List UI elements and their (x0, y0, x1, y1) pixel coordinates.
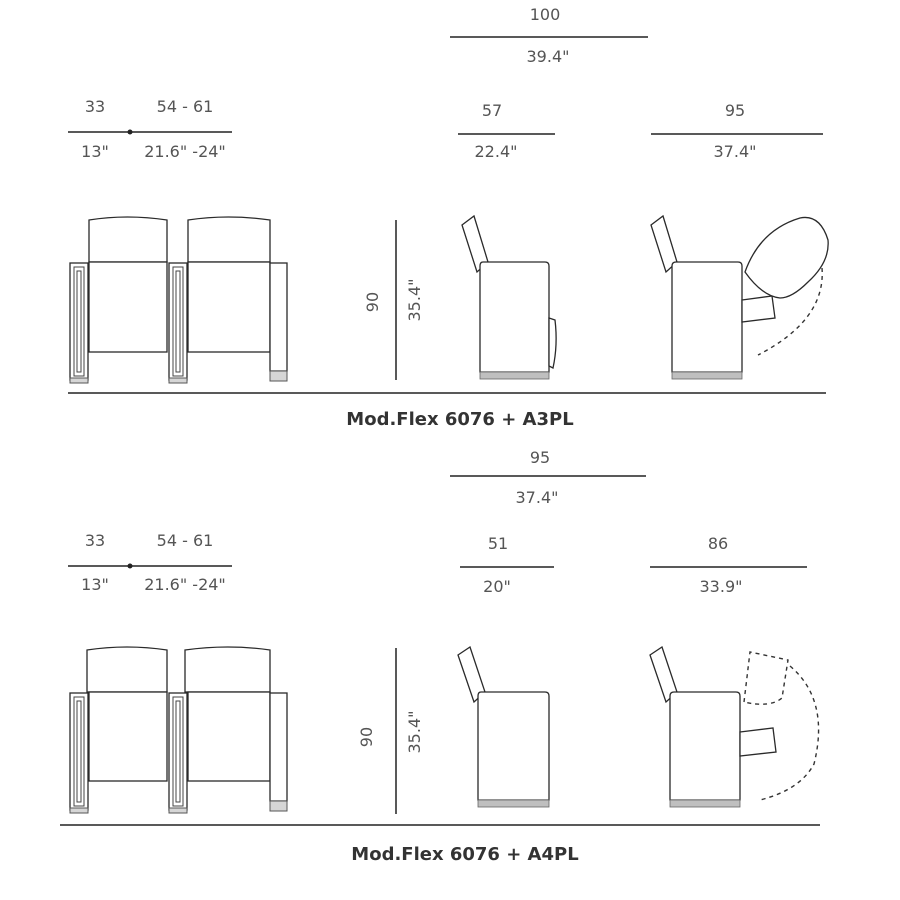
section-a3pl (68, 5, 828, 430)
tablet-open (745, 217, 828, 298)
armrest-middle (169, 693, 187, 810)
overall-width-cm: 95 (529, 448, 551, 467)
armrest-left (70, 693, 88, 810)
folded-tablet (549, 318, 556, 368)
dimension-dot (128, 564, 133, 569)
tablet-arm (742, 296, 775, 322)
depth-open-cm: 95 (724, 101, 746, 120)
depth-open-in: 33.9" (699, 577, 743, 596)
seat-back-2 (185, 647, 270, 692)
base (480, 372, 549, 379)
side-view-open (650, 647, 819, 807)
seat-cushion-1 (89, 262, 167, 352)
front-view (70, 217, 287, 383)
side-view-open (651, 216, 828, 379)
height-in: 35.4" (405, 710, 424, 754)
arm-width-in: 13" (81, 575, 109, 594)
side-view-closed (458, 647, 549, 807)
base (670, 800, 740, 807)
depth-open-in: 37.4" (713, 142, 757, 161)
overall-width-in: 39.4" (526, 47, 570, 66)
seat-width-cm: 54 - 61 (156, 97, 214, 116)
depth-open-cm: 86 (707, 534, 729, 553)
height-cm: 90 (357, 726, 376, 748)
seat-width-in: 21.6" -24" (144, 575, 226, 594)
front-view (70, 647, 287, 813)
tablet-ghost (744, 652, 788, 704)
caption: Mod.Flex 6076 + A3PL (346, 409, 574, 430)
seat-cushion-2 (188, 692, 270, 781)
seat-body (670, 692, 740, 800)
depth-closed-cm: 51 (487, 534, 509, 553)
side-view-closed (462, 216, 556, 379)
height-in: 35.4" (405, 278, 424, 322)
depth-closed-in: 22.4" (474, 142, 518, 161)
armrest-right (270, 693, 287, 801)
seat-back-1 (87, 647, 167, 692)
base (672, 372, 742, 379)
overall-width-in: 37.4" (515, 488, 559, 507)
arm-width-in: 13" (81, 142, 109, 161)
seat-body (672, 262, 742, 372)
seat-back-2 (188, 217, 270, 262)
seat-body (480, 262, 549, 372)
depth-closed-in: 20" (483, 577, 511, 596)
overall-width-cm: 100 (529, 5, 561, 24)
seat-cushion-1 (89, 692, 167, 781)
seat-width-in: 21.6" -24" (144, 142, 226, 161)
tablet-arm (740, 728, 776, 756)
section-a4pl (60, 448, 820, 865)
height-cm: 90 (363, 291, 382, 313)
base (478, 800, 549, 807)
armrest-left (70, 263, 88, 380)
armrest-middle (169, 263, 187, 380)
caption: Mod.Flex 6076 + A4PL (351, 844, 579, 865)
seat-cushion-2 (188, 262, 270, 352)
seat-width-cm: 54 - 61 (156, 531, 214, 550)
seat-body (478, 692, 549, 800)
arm-width-cm: 33 (84, 97, 106, 116)
arm-width-cm: 33 (84, 531, 106, 550)
seat-back-1 (89, 217, 167, 262)
depth-closed-cm: 57 (481, 101, 503, 120)
dimension-dot (128, 130, 133, 135)
armrest-right (270, 263, 287, 371)
